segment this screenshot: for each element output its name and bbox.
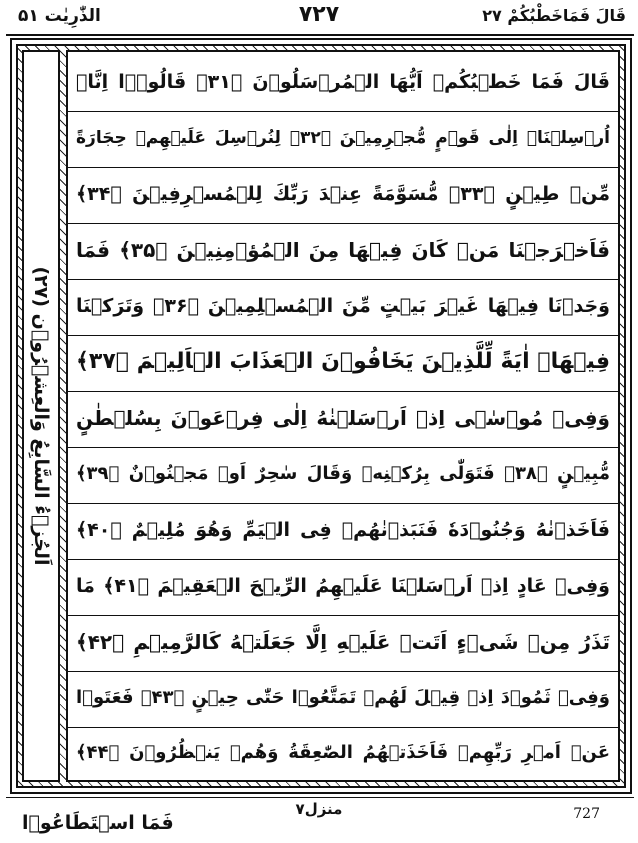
verse-line: وَفِىۡ ثَمُوۡدَ اِذۡ قِيۡلَ لَهُمۡ تَمَتَّعُوۡا حَتّٰى حِيۡنٍ ﴿۴۳﴾ فَعَتَوۡا [68, 668, 618, 728]
page-number-footer: 727 [573, 806, 600, 822]
verse-line: اُرۡسِلۡنَاۤ اِلٰى قَوۡمٍ مُّجۡرِمِيۡنَ ﴿۳۲﴾ لِنُرۡسِلَ عَلَيۡهِمۡ حِجَارَةً [68, 108, 618, 168]
verse-line: فَاَخۡرَجۡنَا مَنۡ كَانَ فِيۡهَا مِنَ الۡمُؤۡمِنِيۡنَ ﴿۳۵﴾ فَمَا [68, 220, 618, 280]
next-page-catchword: فَمَا اسۡتَطَاعُوۡا [22, 812, 174, 834]
juz-name-header: قَالَ فَمَاخَطْبُكُمْ ۲۷ [482, 6, 626, 25]
verse-line: عَنۡ اَمۡرِ رَبِّهِمۡ فَاَخَذَتۡهُمُ الصّٰعِقَةُ وَهُمۡ يَنۡظُرُوۡنَ ﴿۴۴﴾ [76, 741, 610, 763]
manzil-label: منزل۷ [295, 800, 343, 818]
page-number-header: ۷۲۷ [298, 2, 340, 27]
verse-lines [68, 52, 618, 780]
verse-line: وَجَدۡنَا فِيۡهَا غَيۡرَ بَيۡتٍ مِّنَ الۡمُسۡلِمِيۡنَ ﴿۳۶﴾ وَتَرَكۡنَا [68, 276, 618, 336]
verse-line: قَالَ فَمَا خَطۡبُكُمۡ اَيُّهَا الۡمُرۡسَلُوۡنَ ﴿۳۱﴾ قَالُوۡۤا اِنَّاۤ [68, 52, 618, 112]
footer-rule [6, 797, 634, 798]
verse-line: مُّبِيۡنٍ ﴿۳۸﴾ فَتَوَلّٰى بِرُكۡنِهٖ وَقَالَ سٰحِرٌ اَوۡ مَجۡنُوۡنٌ ﴿۳۹﴾ [68, 444, 618, 504]
verse-line: وَفِىۡ عَادٍ اِذۡ اَرۡسَلۡنَا عَلَيۡهِمُ الرِّيۡحَ الۡعَقِيۡمَ ﴿۴۱﴾ مَا [68, 556, 618, 616]
header-rule [6, 34, 634, 36]
verse-line: فَاَخَذۡنٰهُ وَجُنُوۡدَهٗ فَنَبَذۡنٰهُمۡ فِى الۡيَمِّ وَهُوَ مُلِيۡمٌ ﴿۴۰﴾ [68, 500, 618, 560]
verse-line: تَذَرُ مِنۡ شَىۡءٍ اَتَتۡ عَلَيۡهِ اِلَّا جَعَلَتۡهُ كَالرَّمِيۡمِ ﴿۴۲﴾ [68, 612, 618, 672]
surah-name-header: الذّٰرِيٰت ۵۱ [18, 6, 101, 26]
verse-line: فِيۡهَاۤ اٰيَةً لِّلَّذِيۡنَ يَخَافُوۡنَ الۡعَذَابَ الۡاَلِيۡمَ ﴿۳۷﴾ [68, 332, 618, 392]
verse-line: مِّنۡ طِيۡنٍ ﴿۳۳﴾ مُّسَوَّمَةً عِنۡدَ رَبِّكَ لِلۡمُسۡرِفِيۡنَ ﴿۳۴﴾ [68, 164, 618, 224]
verse-line: وَفِىۡ مُوۡسٰۤى اِذۡ اَرۡسَلۡنٰهُ اِلٰى فِرۡعَوۡنَ بِسُلۡطٰنٍ [68, 388, 618, 448]
juz-margin-label: اَلجُزۡءُ السَّابِعُ وَالعِشۡرُوۡن (۲۷) [30, 266, 52, 566]
